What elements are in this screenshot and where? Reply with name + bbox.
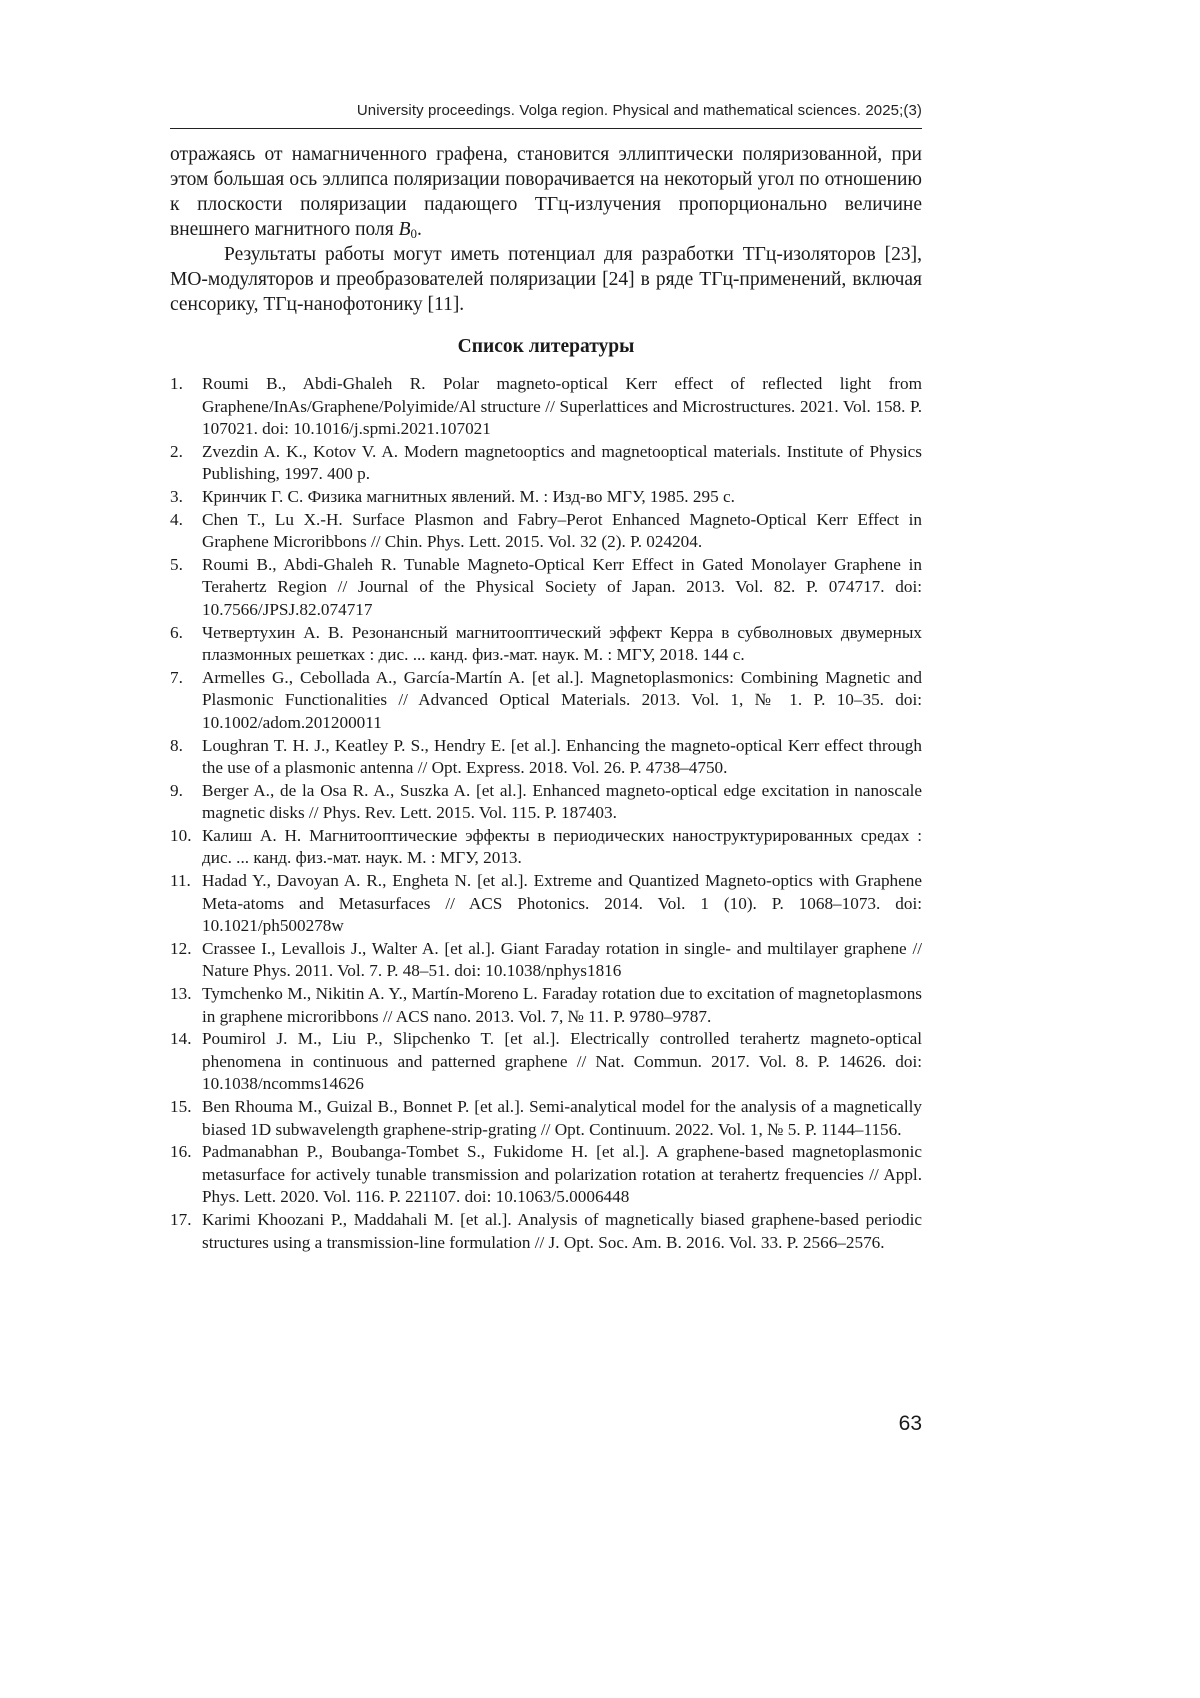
reference-number: 14. [170, 1029, 192, 1049]
reference-number: 3. [170, 486, 183, 506]
reference-text: Roumi B., Abdi-Ghaleh R. Polar magneto-optical Kerr effect of reflected light from Graphene/InAs/Graphene/Polyimide/Al structure // Superlattices and Microstructures. 2021. Vol. 158. P. 107021. doi: 10.1016/j.spmi.2021.107021 [202, 374, 922, 439]
reference-number: 9. [170, 780, 183, 800]
reference-number: 10. [170, 825, 192, 845]
reference-text: Hadad Y., Davoyan A. R., Engheta N. [et al.]. Extreme and Quantized Magneto-optics with Graphene Meta-atoms and Metasurfaces // ACS Photonics. 2014. Vol. 1 (10). P. 1068–1073. doi: 10.1021/ph500278w [202, 871, 922, 936]
reference-number: 7. [170, 667, 183, 687]
reference-item [170, 1209, 922, 1254]
reference-number: 11. [170, 871, 191, 891]
reference-text: Poumirol J. M., Liu P., Slipchenko T. [et al.]. Electrically controlled terahertz magneto-optical phenomena in continuous and patterned graphene // Nat. Commun. 2017. Vol. 8. P. 14626. doi: 10.1038/ncomms14626 [202, 1029, 922, 1094]
reference-item [170, 622, 922, 667]
reference-item [170, 554, 922, 622]
reference-text: Кринчик Г. С. Физика магнитных явлений. М. : Изд-во МГУ, 1985. 295 с. [202, 486, 735, 506]
reference-text: Четвертухин А. В. Резонансный магнитооптический эффект Керра в субволновых двумерных плазмонных решетках : дис. ... канд. физ.-мат. наук. М. : МГУ, 2018. 144 с. [202, 622, 922, 665]
reference-item [170, 509, 922, 554]
reference-text: Roumi B., Abdi-Ghaleh R. Tunable Magneto-Optical Kerr Effect in Gated Monolayer Graphene in Terahertz Region // Journal of the Physical Society of Japan. 2013. Vol. 82. P. 074717. doi: 10.7566/JPSJ.82.074717 [202, 554, 922, 619]
reference-item [170, 373, 922, 441]
body-paragraph-1-text: отражаясь от намагниченного графена, становится эллиптически поляризованной, при этом большая ось эллипса поляризации поворачивается на некоторый угол по отношению к плоскости поляризации падающего ТГц-излучения пропорционально величине внешнего магнитного поля [170, 144, 922, 240]
body-paragraph-2: Результаты работы могут иметь потенциал для разработки ТГц-изоляторов [23], МО-модуляторов и преобразователей поляризации [24] в ряде ТГц-применений, включая сенсорику, ТГц-нанофотонику [11]. [170, 244, 922, 315]
reference-number: 15. [170, 1097, 192, 1116]
page-content [170, 142, 922, 1254]
reference-text: Zvezdin A. K., Kotov V. A. Modern magnetooptics and magnetooptical materials. Institute of Physics Publishing, 1997. 400 p. [202, 441, 922, 484]
reference-text: Chen T., Lu X.-H. Surface Plasmon and Fabry–Perot Enhanced Magneto-Optical Kerr Effect in Graphene Microribbons // Chin. Phys. Lett. 2015. Vol. 32 (2). P. 024204. [202, 509, 922, 552]
references-heading: Список литературы [457, 336, 635, 357]
reference-item [170, 870, 922, 938]
reference-item [170, 441, 922, 486]
reference-item [170, 825, 922, 870]
reference-item [170, 1096, 922, 1141]
reference-item [170, 735, 922, 780]
reference-number: 16. [170, 1142, 192, 1162]
reference-number: 6. [170, 622, 183, 642]
reference-item [170, 1028, 922, 1096]
reference-item [170, 486, 922, 509]
page-number: 63 [898, 1412, 922, 1435]
magnetic-field-subscript: 0 [410, 226, 418, 241]
body-paragraph-1 [170, 142, 922, 242]
reference-number: 12. [170, 938, 192, 958]
reference-text: Ben Rhouma M., Guizal B., Bonnet P. [et al.]. Semi-analytical model for the analysis of a magnetically biased 1D subwavelength graphene-strip-grating // Opt. Continuum. 2022. Vol. 1, № 5. P. 1144–1156. [202, 1097, 922, 1139]
running-title: University proceedings. Volga region. Physical and mathematical sciences. 2025;(3) [356, 102, 922, 119]
reference-number: 17. [170, 1209, 192, 1229]
reference-item [170, 780, 922, 825]
reference-text: Armelles G., Cebollada A., García-Martín A. [et al.]. Magnetoplasmonics: Combining Magnetic and Plasmonic Functionalities // Advanced Optical Materials. 2013. Vol. 1, № 1. P. 10–35. doi: 10.1002/adom.201200011 [202, 667, 922, 732]
reference-number: 13. [170, 984, 192, 1004]
reference-number: 4. [170, 509, 183, 529]
reference-text: Padmanabhan P., Boubanga-Tombet S., Fukidome H. [et al.]. A graphene-based magnetoplasmonic metasurface for actively tunable transmission and polarization rotation at terahertz frequencies // Appl. Phys. Lett. 2020. Vol. 116. P. 221107. doi: 10.1063/5.0006448 [202, 1142, 922, 1207]
reference-number: 2. [170, 441, 183, 461]
reference-text: Crassee I., Levallois J., Walter A. [et al.]. Giant Faraday rotation in single- and multilayer graphene // Nature Phys. 2011. Vol. 7. P. 48–51. doi: 10.1038/nphys1816 [202, 938, 922, 981]
body-paragraph-1-end: . [417, 219, 422, 240]
reference-item [170, 983, 922, 1028]
reference-item [170, 938, 922, 983]
running-header [170, 100, 922, 129]
reference-text: Berger A., de la Osa R. A., Suszka A. [et al.]. Enhanced magneto-optical edge excitation in nanoscale magnetic disks // Phys. Rev. Lett. 2015. Vol. 115. P. 187403. [202, 780, 922, 823]
reference-text: Tymchenko M., Nikitin A. Y., Martín-Moreno L. Faraday rotation due to excitation of magnetoplasmons in graphene microribbons // ACS nano. 2013. Vol. 7, № 11. P. 9780–9787. [202, 984, 922, 1026]
reference-number: 1. [170, 374, 183, 393]
reference-number: 8. [170, 735, 183, 755]
magnetic-field-symbol: B [398, 219, 411, 240]
reference-text: Karimi Khoozani P., Maddahali M. [et al.]. Analysis of magnetically biased graphene-based periodic structures using a transmission-line formulation // J. Opt. Soc. Am. B. 2016. Vol. 33. P. 2566–2576. [202, 1209, 922, 1252]
reference-list [170, 373, 922, 1254]
reference-text: Калиш А. Н. Магнитооптические эффекты в периодических наноструктурированных средах : дис. ... канд. физ.-мат. наук. М. : МГУ, 2013. [202, 825, 922, 868]
reference-number: 5. [170, 554, 183, 574]
reference-item [170, 667, 922, 735]
reference-item [170, 1141, 922, 1209]
reference-text: Loughran T. H. J., Keatley P. S., Hendry E. [et al.]. Enhancing the magneto-optical Kerr effect through the use of a plasmonic antenna // Opt. Express. 2018. Vol. 26. P. 4738–4750. [202, 735, 922, 778]
